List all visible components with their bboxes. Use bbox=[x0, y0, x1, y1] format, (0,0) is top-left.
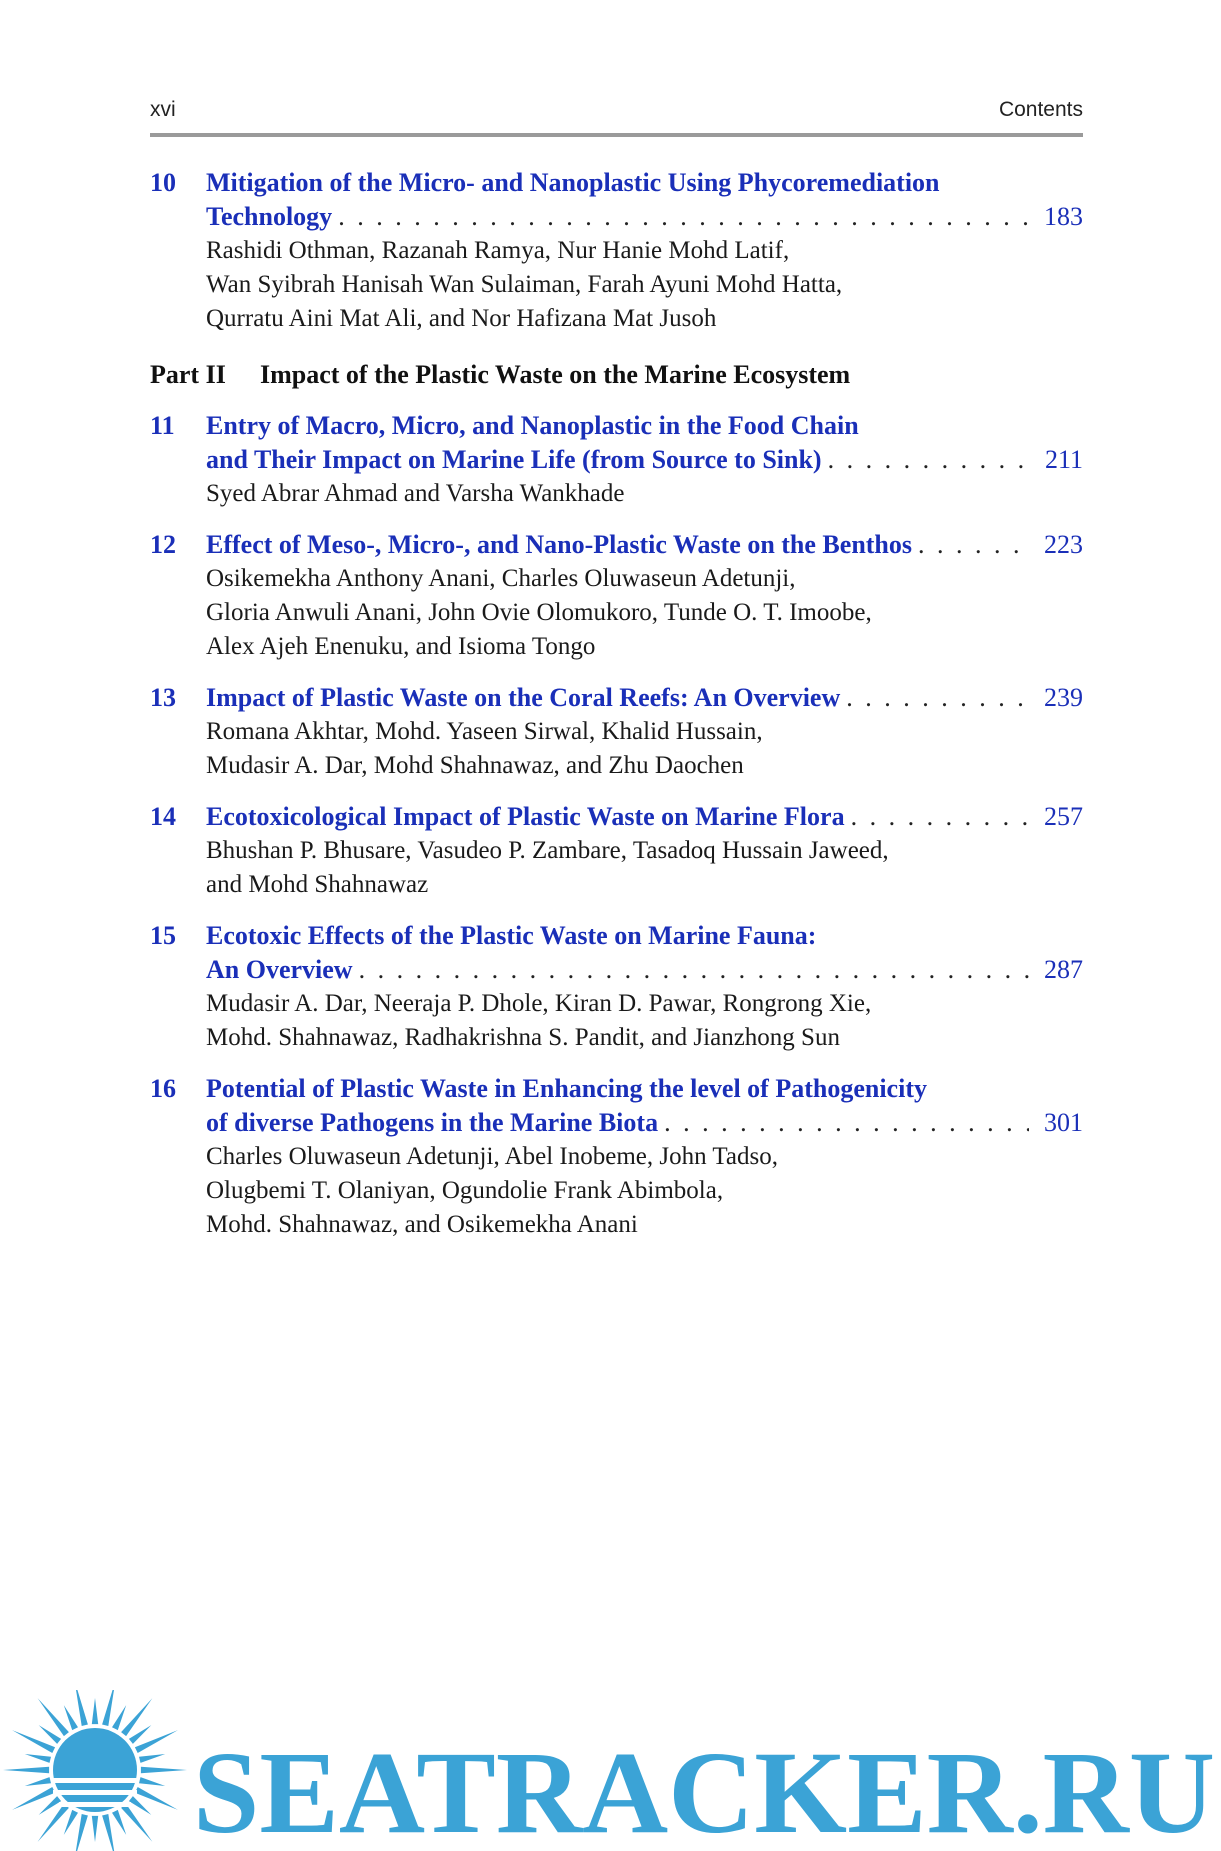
dot-leader bbox=[359, 953, 1029, 987]
author-line: Olugbemi T. Olaniyan, Ogundolie Frank Abimbola, bbox=[206, 1177, 724, 1204]
part-heading bbox=[150, 358, 1083, 392]
sun-ray bbox=[75, 1690, 88, 1726]
chapter-title[interactable]: Potential of Plastic Waste in Enhancing the level of Pathogenicity bbox=[206, 1074, 927, 1103]
author-line: Syed Abrar Ahmad and Varsha Wankhade bbox=[206, 480, 625, 507]
sun-ray bbox=[139, 1754, 165, 1763]
chapter-title-line[interactable] bbox=[206, 919, 1083, 953]
chapter-number: 10 bbox=[150, 168, 176, 197]
sun-ray bbox=[25, 1754, 51, 1763]
toc-entry[interactable] bbox=[150, 528, 1083, 664]
author-line: Romana Akhtar, Mohd. Yaseen Sirwal, Khalid Hussain, bbox=[206, 718, 763, 745]
sun-ray bbox=[139, 1777, 165, 1786]
chapter-title-line[interactable] bbox=[206, 528, 1083, 562]
chapter-title-line[interactable] bbox=[206, 953, 1083, 987]
sun-ray bbox=[64, 1810, 78, 1835]
author-line: Mudasir A. Dar, Mohd Shahnawaz, and Zhu Daochen bbox=[206, 752, 744, 779]
dot-leader bbox=[338, 200, 1029, 234]
toc-entry[interactable] bbox=[150, 919, 1083, 1055]
toc-entry[interactable] bbox=[150, 166, 1083, 336]
author-line: Mudasir A. Dar, Neeraja P. Dhole, Kiran D. Pawar, Rongrong Xie, bbox=[206, 990, 872, 1017]
author-line: Mohd. Shahnawaz, Radhakrishna S. Pandit, and Jianzhong Sun bbox=[206, 1024, 840, 1051]
chapter-title[interactable]: and Their Impact on Marine Life (from Source to Sink) bbox=[206, 445, 822, 474]
chapter-title-line[interactable] bbox=[206, 409, 1083, 443]
sun-ray bbox=[38, 1804, 69, 1842]
page-ref[interactable]: 257 bbox=[1044, 802, 1083, 831]
author-line: and Mohd Shahnawaz bbox=[206, 871, 429, 898]
page-ref[interactable]: 211 bbox=[1044, 445, 1083, 474]
sun-ray bbox=[102, 1814, 115, 1851]
dot-leader bbox=[918, 528, 1029, 562]
page-ref[interactable]: 223 bbox=[1044, 530, 1083, 559]
chapter-number: 11 bbox=[150, 411, 175, 440]
chapter-title-line[interactable] bbox=[206, 1072, 1083, 1106]
watermark-text: SEATRACKER.RU bbox=[193, 1727, 1215, 1851]
sun-ray bbox=[112, 1810, 126, 1835]
part-label: Part II bbox=[150, 360, 226, 389]
sun-ray bbox=[121, 1698, 152, 1736]
sun-ray bbox=[39, 1725, 61, 1744]
dot-leader bbox=[828, 443, 1029, 477]
watermark-banner bbox=[0, 1690, 1221, 1851]
author-line: Gloria Anwuli Anani, John Ovie Olomukoro, Tunde O. T. Imoobe, bbox=[206, 599, 872, 626]
chapter-title[interactable]: Impact of Plastic Waste on the Coral Reefs: An Overview bbox=[206, 683, 841, 712]
chapter-number: 13 bbox=[150, 683, 176, 712]
sun-ray bbox=[92, 1698, 98, 1724]
chapter-title[interactable]: Effect of Meso-, Micro-, and Nano-Plastic Waste on the Benthos bbox=[206, 530, 913, 559]
author-line: Bhushan P. Bhusare, Vasudeo P. Zambare, Tasadoq Hussain Jaweed, bbox=[206, 837, 889, 864]
page-ref[interactable]: 239 bbox=[1044, 683, 1083, 712]
dot-leader bbox=[851, 800, 1029, 834]
chapter-title-line[interactable] bbox=[206, 800, 1083, 834]
chapter-number: 16 bbox=[150, 1074, 176, 1103]
sun-ray bbox=[39, 1796, 61, 1815]
sun-ray bbox=[121, 1804, 152, 1842]
sun-ray bbox=[3, 1767, 49, 1773]
part-title: Impact of the Plastic Waste on the Marine Ecosystem bbox=[260, 360, 851, 389]
sun-icon bbox=[3, 1690, 187, 1851]
sun-ray bbox=[75, 1814, 88, 1851]
chapter-number: 14 bbox=[150, 802, 176, 831]
dot-leader bbox=[664, 1106, 1029, 1140]
toc-entry[interactable] bbox=[150, 409, 1083, 511]
sun-ray bbox=[25, 1777, 51, 1786]
chapter-title-line[interactable] bbox=[206, 166, 1083, 200]
chapter-number: 15 bbox=[150, 921, 176, 950]
toc-entry[interactable] bbox=[150, 681, 1083, 783]
chapter-title-line[interactable] bbox=[206, 1106, 1083, 1140]
author-line: Rashidi Othman, Razanah Ramya, Nur Hanie Mohd Latif, bbox=[206, 237, 790, 264]
chapter-title-line[interactable] bbox=[206, 200, 1083, 234]
author-line: Qurratu Aini Mat Ali, and Nor Hafizana Mat Jusoh bbox=[206, 305, 717, 332]
sun-ray bbox=[129, 1725, 151, 1744]
table-of-contents bbox=[150, 166, 1083, 1259]
sun-ray bbox=[38, 1698, 69, 1736]
chapter-title[interactable]: Mitigation of the Micro- and Nanoplastic Using Phycoremediation bbox=[206, 168, 940, 197]
header-rule bbox=[150, 133, 1083, 137]
sun-ray bbox=[141, 1767, 187, 1773]
chapter-title[interactable]: Ecotoxicological Impact of Plastic Waste on Marine Flora bbox=[206, 802, 845, 831]
dot-leader bbox=[846, 681, 1029, 715]
sun-ray bbox=[129, 1796, 151, 1815]
page-header bbox=[150, 98, 1083, 134]
author-line: Alex Ajeh Enenuku, and Isioma Tongo bbox=[206, 633, 596, 660]
author-line: Wan Syibrah Hanisah Wan Sulaiman, Farah Ayuni Mohd Hatta, bbox=[206, 271, 843, 298]
toc-entry[interactable] bbox=[150, 800, 1083, 902]
chapter-title[interactable]: An Overview bbox=[206, 955, 353, 984]
author-line: Osikemekha Anthony Anani, Charles Oluwaseun Adetunji, bbox=[206, 565, 796, 592]
page-ref[interactable]: 287 bbox=[1044, 955, 1083, 984]
running-head: Contents bbox=[998, 98, 1083, 121]
author-line: Mohd. Shahnawaz, and Osikemekha Anani bbox=[206, 1211, 638, 1238]
page-number: xvi bbox=[150, 98, 176, 121]
chapter-number: 12 bbox=[150, 530, 176, 559]
sun-ray bbox=[102, 1690, 115, 1726]
sun-ray bbox=[112, 1705, 126, 1730]
toc-entry[interactable] bbox=[150, 1072, 1083, 1242]
chapter-title[interactable]: Entry of Macro, Micro, and Nanoplastic in the Food Chain bbox=[206, 411, 859, 440]
page-ref[interactable]: 301 bbox=[1044, 1108, 1083, 1137]
chapter-title-line[interactable] bbox=[206, 681, 1083, 715]
chapter-title[interactable]: of diverse Pathogens in the Marine Biota bbox=[206, 1108, 659, 1137]
author-line: Charles Oluwaseun Adetunji, Abel Inobeme, John Tadso, bbox=[206, 1143, 779, 1170]
sun-ray bbox=[92, 1816, 98, 1842]
chapter-title[interactable]: Technology bbox=[206, 202, 333, 231]
chapter-title-line[interactable] bbox=[206, 443, 1083, 477]
chapter-title[interactable]: Ecotoxic Effects of the Plastic Waste on Marine Fauna: bbox=[206, 921, 817, 950]
sun-ray bbox=[64, 1705, 78, 1730]
page-ref[interactable]: 183 bbox=[1044, 202, 1083, 231]
